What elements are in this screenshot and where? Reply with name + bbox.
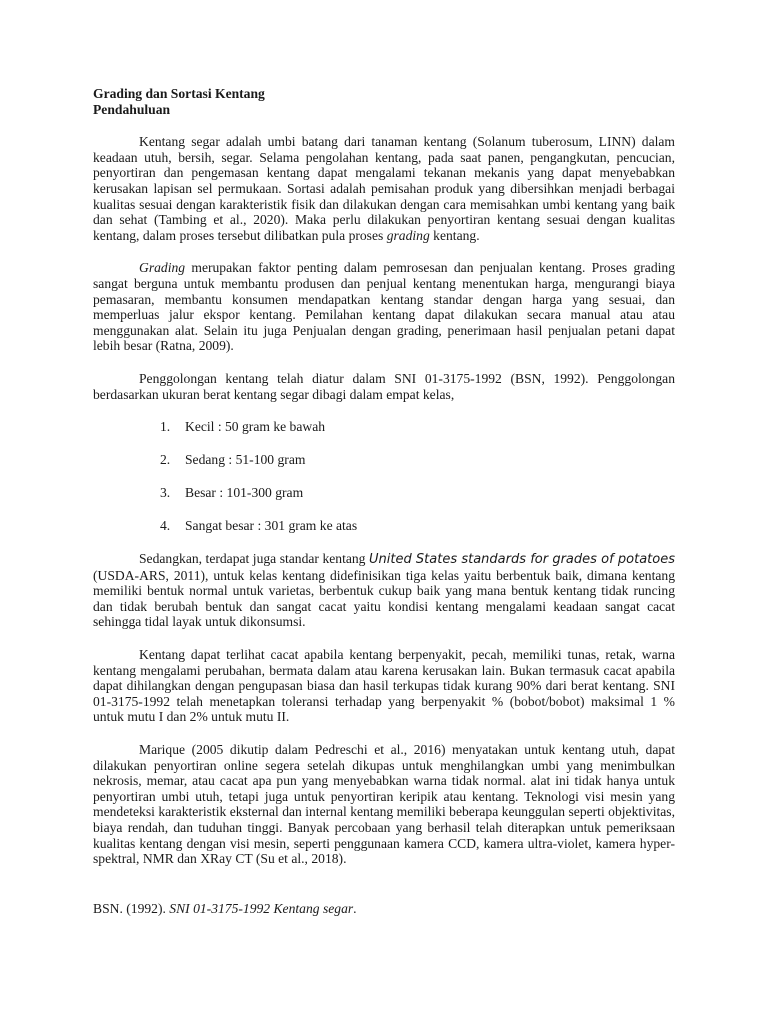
paragraph-2: Grading merupakan faktor penting dalam pemrosesan dan penjualan kentang. Proses grading sangat berguna untuk membantu produsen dan penjual kentang menentukan harga, mengurangi biaya pemasaran, membantu konsumen mendapatkan kentang standar dengan harga yang sesuai, dan memperluas jalur ekspor kentang. Pemilahan kentang dapat dilakukan secara manual atau atau menggunakan alat. Selain itu juga Penjualan dengan grading, penerimaan hasil penjualan petani dapat lebih besar (Ratna, 2009). (93, 260, 675, 354)
paragraph-6: Marique (2005 dikutip dalam Pedreschi et al., 2016) menyatakan untuk kentang utuh, dapat dilakukan penyortiran online segera setelah dikupas untuk menghilangkan umbi yang menimbulkan nekrosis, memar, atau cacat apa pun yang menyebabkan warna tidak normal. alat ini tidak hanya untuk penyortiran umbi utuh, tetapi juga untuk penyortiran keripik atau kentang. Teknologi visi mesin yang mendeteksi karakteristik eksternal dan internal kentang memiliki beberapa keunggulan seperti objektivitas, biaya rendah, dan tuduhan tinggi. Banyak percobaan yang berhasil telah diterapkan untuk pemeriksaan kualitas kentang dengan visi mesin, seperti penggunaan kamera CCD, kamera ultra-violet, kamera hyper-spektral, NMR dan XRay CT (Su et al., 2018). (93, 742, 675, 867)
paragraph-3: Penggolongan kentang telah diatur dalam SNI 01-3175-1992 (BSN, 1992). Penggolongan berdasarkan ukuran berat kentang segar dibagi dalam empat kelas, (93, 370, 675, 402)
document-title: Grading dan Sortasi Kentang (93, 86, 265, 101)
list-item: 4. Sangat besar : 301 gram ke atas (160, 518, 358, 534)
reference-entry: BSN. (1992). SNI 01-3175-1992 Kentang segar. (93, 900, 357, 916)
list-item: 2. Sedang : 51-100 gram (160, 452, 306, 468)
paragraph-4: Sedangkan, terdapat juga standar kentang United States standards for grades of potatoes (USDA-ARS, 2011), untuk kelas kentang didefinisikan tiga kelas yaitu berbentuk baik, dimana kentang memiliki bentuk normal untuk varietas, berbentuk cukup baik yang mana bentuk kentang tidak runcing dan tidak berubah bentuk dan sangat cacat yaitu kondisi kentang mengalami keadaan sangat cacat sehingga tidal layak untuk dikonsumsi. (93, 551, 675, 630)
paragraph-1: Kentang segar adalah umbi batang dari tanaman kentang (Solanum tuberosum, LINN) dalam keadaan utuh, bersih, segar. Selama pengolahan kentang, pada saat panen, pengangkutan, pencucian, penyortiran dan pengemasan kentang dapat mengalami tekanan mekanis yang dapat menyebabkan kerusakan lapisan sel permukaan. Sortasi adalah pemisahan produk yang dibersihkan menjadi berbagai kualitas sesuai dengan karakteristik fisik dan dilakukan dengan cara memisahkan umbi kentang yang baik dan sehat (Tambing et al., 2020). Maka perlu dilakukan penyortiran kentang sesuai dengan kualitas kentang, dalam proses tersebut dilibatkan pula proses grading kentang. (93, 134, 675, 243)
paragraph-5: Kentang dapat terlihat cacat apabila kentang berpenyakit, pecah, memiliki tunas, retak, warna kentang mengalami perubahan, bermata dalam atau karena kerusakan lain. Bukan termasuk cacat apabila dapat dihilangkan dengan pengupasan biasa dan hasil terkupas tidak kurang 90% dari berat kentang. SNI 01-3175-1992 telah menetapkan toleransi terhadap yang berpenyakit % (bobot/bobot) maksimal 1 % untuk mutu I dan 2% untuk mutu II. (93, 647, 675, 725)
list-item: 3. Besar : 101-300 gram (160, 485, 304, 501)
class-list (93, 419, 675, 551)
document-subtitle: Pendahuluan (93, 101, 171, 117)
document-page (93, 86, 675, 916)
list-item: 1. Kecil : 50 gram ke bawah (160, 419, 326, 435)
